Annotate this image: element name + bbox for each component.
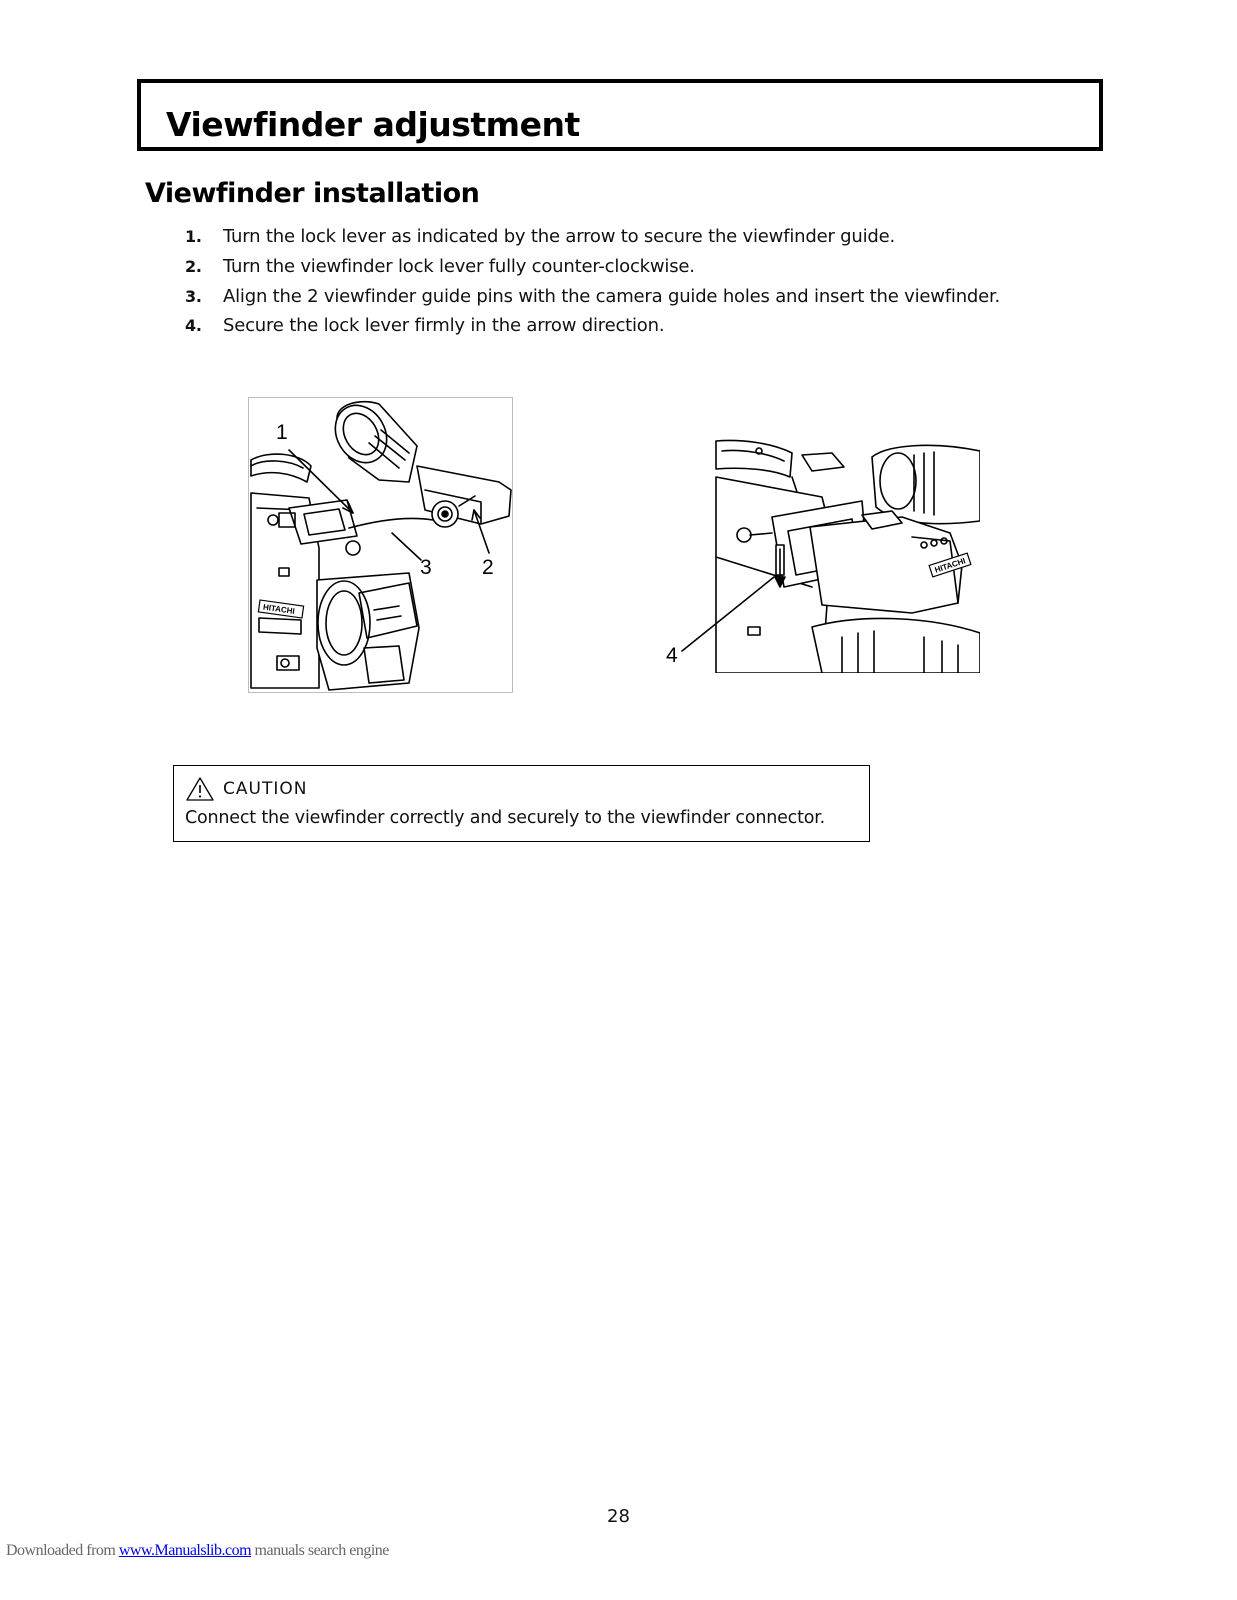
callout-label: 4	[666, 644, 678, 667]
step-number: 2.	[185, 257, 202, 277]
step-item	[185, 252, 1000, 282]
step-text: Turn the lock lever as indicated by the arrow to secure the viewfinder guide.	[223, 226, 896, 248]
step-number: 1.	[185, 227, 202, 247]
brand-label: HITACHI	[262, 602, 296, 616]
viewfinder-install-illustration	[248, 397, 513, 693]
caution-label: CAUTION	[223, 779, 308, 799]
warning-triangle-icon	[185, 776, 215, 802]
download-footer	[6, 1542, 389, 1560]
brand-label: HITACHI	[933, 556, 967, 575]
caution-header	[185, 776, 307, 802]
step-text: Turn the viewfinder lock lever fully counter-clockwise.	[223, 256, 695, 278]
step-number: 3.	[185, 286, 202, 306]
callout-label: 3	[420, 556, 432, 579]
page-title: Viewfinder adjustment	[166, 105, 580, 144]
footer-prefix: Downloaded from	[6, 1542, 119, 1559]
section-heading: Viewfinder installation	[145, 178, 480, 209]
manualslib-link[interactable]: www.Manualslib.com	[118, 1542, 252, 1559]
caution-box	[173, 765, 870, 842]
step-item	[185, 311, 1000, 341]
step-item	[185, 281, 1000, 311]
camera-lock-lever-drawing	[662, 437, 980, 673]
lock-lever-illustration	[662, 437, 980, 673]
step-item	[185, 222, 1000, 252]
title-box	[137, 79, 1103, 151]
camera-viewfinder-drawing	[249, 398, 512, 692]
step-number: 4.	[185, 316, 202, 336]
footer-suffix: manuals search engine	[251, 1542, 389, 1559]
page-number: 28	[607, 1506, 630, 1527]
callout-label: 2	[482, 556, 494, 579]
steps-list	[185, 222, 1000, 341]
step-text: Align the 2 viewfinder guide pins with the camera guide holes and insert the viewfinder.	[223, 285, 1001, 307]
callout-label: 1	[276, 421, 288, 444]
step-text: Secure the lock lever firmly in the arrow direction.	[223, 315, 665, 337]
caution-text: Connect the viewfinder correctly and securely to the viewfinder connector.	[185, 808, 826, 828]
